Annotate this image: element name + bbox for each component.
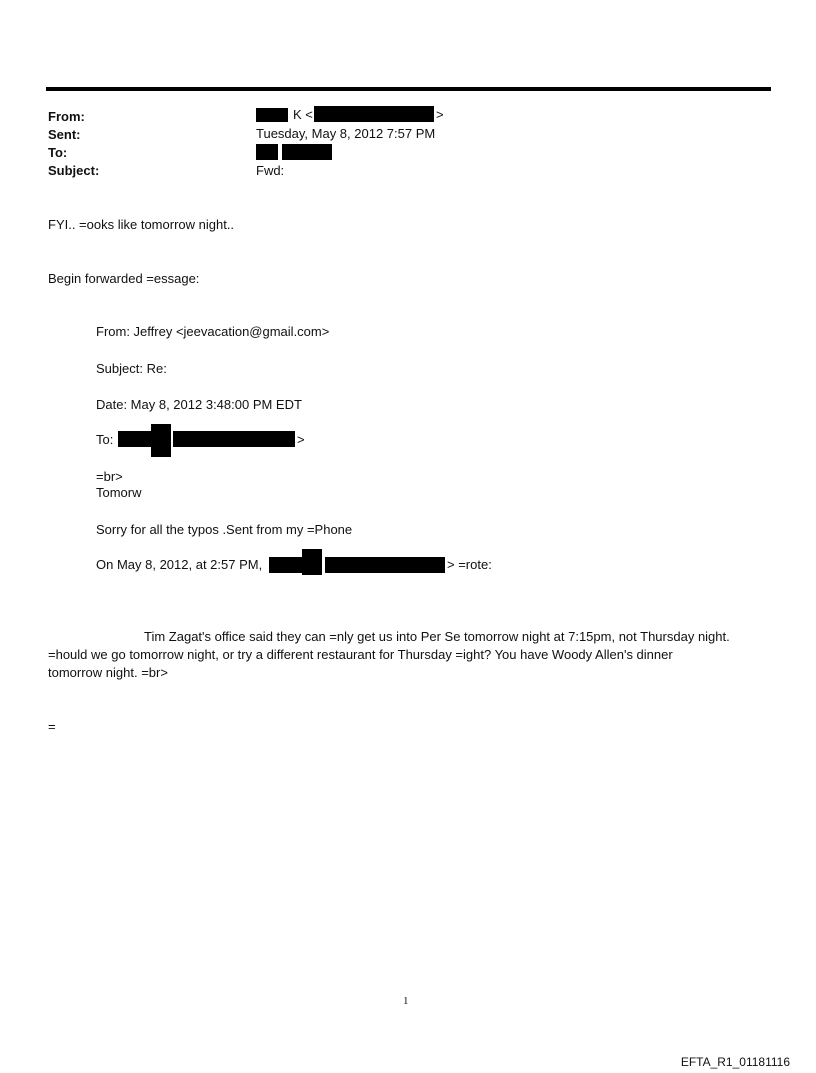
redaction <box>118 431 151 447</box>
fwd-subject-line: Subject: Re: <box>96 361 167 376</box>
header-rule <box>46 87 771 91</box>
to-label: To: <box>48 145 68 160</box>
page-number: 1 <box>403 995 409 1007</box>
br-line: =br> <box>96 469 123 484</box>
redaction <box>256 108 288 122</box>
redaction <box>325 557 445 573</box>
from-value-end: > <box>436 107 444 122</box>
sent-label: Sent: <box>48 127 81 142</box>
tomorw-line: Tomorw <box>96 485 142 500</box>
redaction <box>256 144 278 160</box>
redaction <box>269 557 302 573</box>
from-label: From: <box>48 109 85 124</box>
redaction <box>173 431 295 447</box>
subject-label: Subject: <box>48 163 100 178</box>
zagat-line-1: Tim Zagat's office said they can =nly get us into Per Se tomorrow night at 7:15pm, not Thursday night. <box>144 629 730 644</box>
redaction <box>151 424 171 457</box>
fwd-to-end: > <box>297 432 305 447</box>
fwd-to-label: To: <box>96 432 114 447</box>
zagat-line-2: =hould we go tomorrow night, or try a different restaurant for Thursday =ight? You have Woody Allen's dinner <box>48 647 673 662</box>
redaction <box>302 549 322 575</box>
zagat-line-3: tomorrow night. =br> <box>48 665 168 680</box>
bates-number: EFTA_R1_01181116 <box>680 1055 790 1069</box>
fyi-line: FYI.. =ooks like tomorrow night.. <box>48 217 235 232</box>
sorry-line: Sorry for all the typos .Sent from my =Phone <box>96 522 353 537</box>
fwd-date-line: Date: May 8, 2012 3:48:00 PM EDT <box>96 397 302 412</box>
redaction <box>314 106 434 122</box>
on-date-line: On May 8, 2012, at 2:57 PM, <box>96 557 263 572</box>
rote-text: > =rote: <box>447 557 492 572</box>
sent-value: Tuesday, May 8, 2012 7:57 PM <box>256 126 436 141</box>
from-value: K < <box>293 107 313 122</box>
fwd-from-line: From: Jeffrey <jeevacation@gmail.com> <box>96 324 330 339</box>
begin-forwarded-line: Begin forwarded =essage: <box>48 271 200 286</box>
subject-value: Fwd: <box>256 163 285 178</box>
redaction <box>282 144 332 160</box>
equals-line: = <box>48 719 56 734</box>
